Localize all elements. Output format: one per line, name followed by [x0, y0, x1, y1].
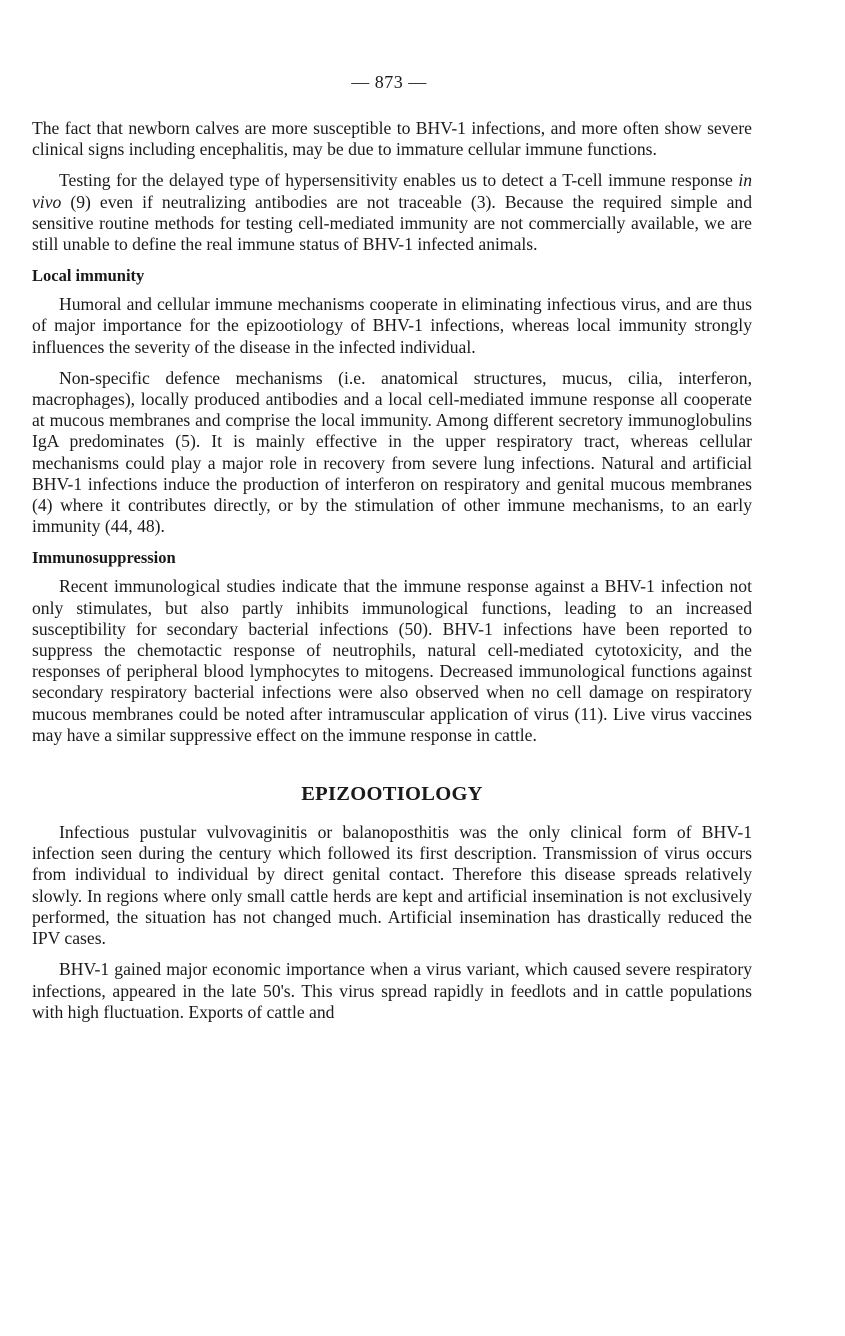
- heading-immunosuppression: Immunosuppression: [32, 548, 176, 568]
- heading-local-immunity: Local immunity: [32, 266, 145, 286]
- paragraph-bhv1-economic: BHV-1 gained major economic importance when a virus variant, which caused severe respiratory infections, appeared in the late 50's. This virus spread rapidly in feedlots and in cattle populations with high fluctuation. Exports of cattle and: [32, 959, 752, 1022]
- paragraph-humoral-cellular: Humoral and cellular immune mechanisms cooperate in eliminating infectious virus, and are thus of major importance for the epizootiology of BHV-1 infections, whereas local immunity strongly influences the severity of the disease in the infected individual.: [32, 294, 752, 357]
- section-title-epizootiology: EPIZOOTIOLOGY: [301, 783, 483, 806]
- paragraph-non-specific-defence: Non-specific defence mechanisms (i.e. anatomical structures, mucus, cilia, interferon, macrophages), locally produced antibodies and a local cell-mediated immune response all cooperate at mucous membranes and comprise the local immunity. Among different secretory immunoglobulins IgA predominates (5). It is mainly effective in the upper respiratory tract, whereas cellular mechanisms could play a major role in recovery from severe lung infections. Natural and artificial BHV-1 infections induce the production of interferon on respiratory and genital mucous membranes (4) where it contributes directly, or by the stimulation of other immune mechanisms, to an early immunity (44, 48).: [32, 367, 752, 537]
- paragraph-delayed-hypersensitivity: [32, 170, 752, 255]
- paragraph-text: Testing for the delayed type of hypersensitivity enables us to detect a T-cell immune response: [59, 170, 739, 191]
- paragraph-newborn-calves: The fact that newborn calves are more susceptible to BHV-1 infections, and more often show severe clinical signs including encephalitis, may be due to immature cellular immune functions.: [32, 118, 752, 160]
- paragraph-immunosuppression: Recent immunological studies indicate that the immune response against a BHV-1 infection not only stimulates, but also partly inhibits immunological functions, leading to an increased susceptibility for secondary bacterial infections (50). BHV-1 infections have been reported to suppress the chemotactic response of neutrophils, natural cell-mediated cytotoxicity, and the responses of peripheral blood lymphocytes to mitogens. Decreased immunological functions against secondary respiratory bacterial infections were also observed when no cell damage on respiratory mucous membranes could be noted after intramuscular application of virus (11). Live virus vaccines may have a similar suppressive effect on the immune response in cattle.: [32, 576, 752, 745]
- page-number: — 873 —: [351, 72, 427, 92]
- italic-term: in vivo: [32, 170, 752, 212]
- paragraph-ipv: Infectious pustular vulvovaginitis or balanoposthitis was the only clinical form of BHV-1 infection seen during the century which followed its first description. Transmission of virus occurs from individual to individual by direct genital contact. Therefore this disease spreads relatively slowly. In regions where only small cattle herds are kept and artificial insemination is not exclusively performed, the situation has not changed much. Artificial insemination has drastically reduced the IPV cases.: [32, 822, 752, 949]
- paragraph-text: (9) even if neutralizing antibodies are not traceable (3). Because the required simple and sensitive routine methods for testing cell-mediated immunity are not commercially available, we are still unable to define the real immune status of BHV-1 infected animals.: [32, 191, 752, 255]
- text-column: [32, 118, 752, 1023]
